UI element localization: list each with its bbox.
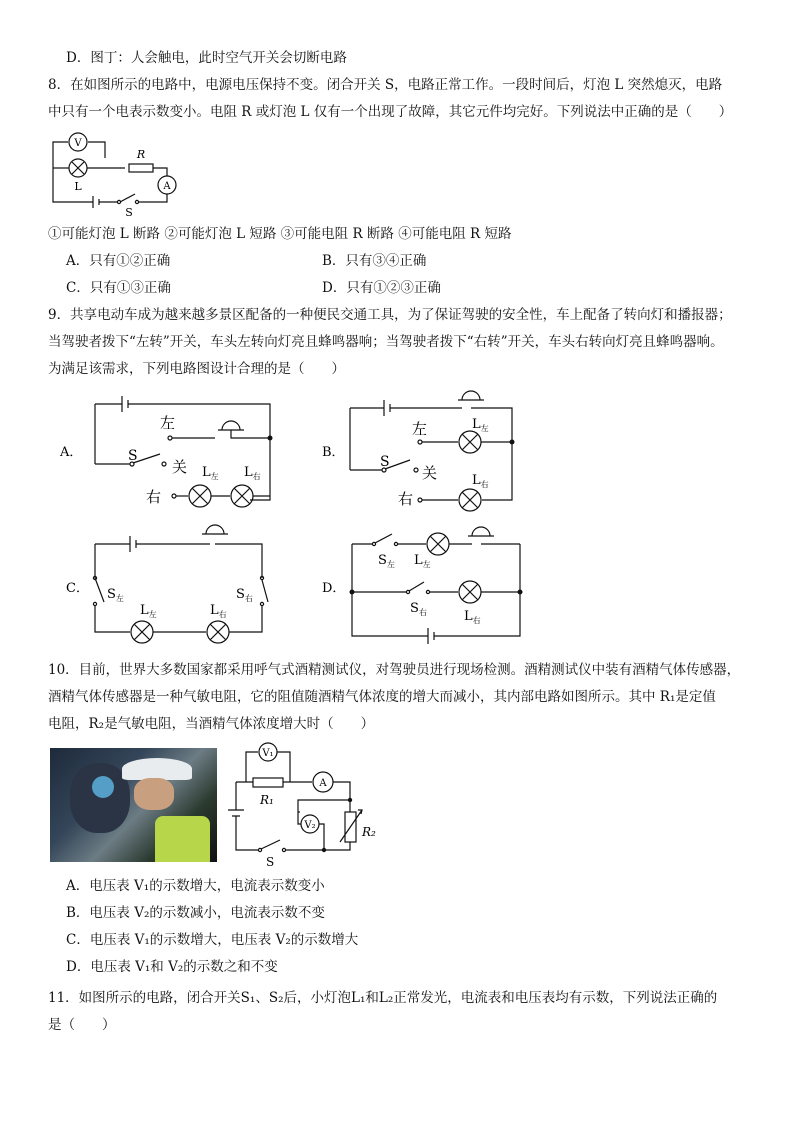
q10-r1-label: R₁ xyxy=(260,793,274,807)
q9-b-lamp-left-label: $L_左$ xyxy=(472,417,489,433)
q8-option-b: B．只有③④正确 xyxy=(322,253,427,269)
q10-option-a: A．电压表 V₁的示数增大，电流表示数变小 xyxy=(66,878,325,894)
q9-c-lamp-left-label: $L_左$ xyxy=(140,603,157,619)
q9-d-label: D． xyxy=(322,581,346,596)
q8-text-line1: 8．在如图所示的电路中，电源电压保持不变。闭合开关 S，电路正常工作。一段时间后，灯泡 L 突然熄灭，电路 xyxy=(48,77,723,93)
q11-text-line2: 是（ ） xyxy=(48,1017,116,1033)
q9-d-lamp-right-label: $L_右$ xyxy=(464,609,481,625)
q10-option-c: C．电压表 V₁的示数增大，电压表 V₂的示数增大 xyxy=(66,932,359,948)
q9-a-left-label: 左 xyxy=(160,414,176,432)
q9-c-s-left-label: $S_左$ xyxy=(107,587,124,603)
q8-switch-label: S xyxy=(125,206,133,219)
q9-c-lamp-right-label: $L_右$ xyxy=(210,603,227,619)
q9-a-right-label: 右 xyxy=(146,488,162,506)
q9-text-line1: 9．共享电动车成为越来越多景区配备的一种便民交通工具，为了保证驾驶的安全性，车上配备了转向灯和播报器； xyxy=(48,307,732,323)
q9-a-lamp-right-label: $L_右$ xyxy=(244,465,261,481)
q9-option-c-diagram xyxy=(60,522,280,647)
q10-r2-label: R₂ xyxy=(362,825,376,839)
q9-option-b-diagram xyxy=(322,390,522,515)
q10-text-line1: 10．目前，世界大多数国家都采用呼气式酒精测试仪，对驾驶员进行现场检测。酒精测试仪中装有酒精气体传感器， xyxy=(48,662,741,678)
q10-circuit-diagram xyxy=(228,740,388,870)
q8-statements: ①可能灯泡 L 断路 ②可能灯泡 L 短路 ③可能电阻 R 断路 ④可能电阻 R 短路 xyxy=(48,226,512,242)
q10-switch-label: S xyxy=(266,855,275,869)
q9-b-off-label: 关 xyxy=(422,464,438,482)
q11-text-line1: 11．如图所示的电路，闭合开关S₁、S₂后，小灯泡L₁和L₂正常发光，电流表和电压表均有示数，下列说法正确的 xyxy=(48,990,718,1006)
q9-text-line2: 当驾驶者拨下“左转”开关，车头左转向灯亮且蜂鸣器响；当驾驶者拨下“右转”开关，车头右转向灯亮且蜂鸣器响。 xyxy=(48,334,724,350)
q9-b-label: B． xyxy=(322,445,345,460)
q9-a-lamp-left-label: $L_左$ xyxy=(202,465,219,481)
q10-ammeter-label: A xyxy=(319,778,327,789)
q9-d-lamp-left-label: $L_左$ xyxy=(414,553,431,569)
q9-option-d-diagram xyxy=(322,522,532,647)
q10-text-line2: 酒精气体传感器是一种气敏电阻，它的阻值随酒精气体浓度的增大而减小，其内部电路如图所示。其中 R₁是定值 xyxy=(48,689,716,705)
q8-circuit-diagram xyxy=(45,130,195,220)
q8-ammeter-label: A xyxy=(163,181,171,192)
q10-option-d: D．电压表 V₁和 V₂的示数之和不变 xyxy=(66,959,278,975)
q8-lamp-label: L xyxy=(74,180,82,193)
q8-option-a: A．只有①②正确 xyxy=(66,253,171,269)
q9-c-label: C． xyxy=(66,581,89,596)
q8-text-line2: 中只有一个电表示数变小。电阻 R 或灯泡 L 仅有一个出现了故障，其它元件均完好。下列说法中正确的是（ ） xyxy=(48,104,733,120)
q8-resistor-label: R xyxy=(136,148,146,161)
q9-text-line3: 为满足该需求，下列电路图设计合理的是（ ） xyxy=(48,361,345,377)
q10-text-line3: 电阻，R₂是气敏电阻，当酒精气体浓度增大时（ ） xyxy=(48,716,375,732)
q9-option-a-diagram xyxy=(60,390,290,515)
q9-d-s-right-label: $S_右$ xyxy=(410,601,427,617)
q7-option-d: D．图丁：人会触电，此时空气开关会切断电路 xyxy=(66,50,347,66)
q10-v1-label: V₁ xyxy=(262,748,274,759)
q10-v2-label: V₂ xyxy=(304,820,316,831)
q9-a-label: A． xyxy=(60,445,83,460)
q8-option-c: C．只有①③正确 xyxy=(66,280,171,296)
q8-option-d: D．只有①②③正确 xyxy=(322,280,441,296)
q9-a-s-label: S xyxy=(128,448,138,464)
q10-option-b: B．电压表 V₂的示数减小，电流表示数不变 xyxy=(66,905,325,921)
q8-voltmeter-label: V xyxy=(74,138,82,149)
q9-b-lamp-right-label: $L_右$ xyxy=(472,473,489,489)
q9-d-s-left-label: $S_左$ xyxy=(378,553,395,569)
q9-b-right-label: 右 xyxy=(398,490,414,508)
q9-b-s-label: S xyxy=(380,454,390,470)
q9-a-off-label: 关 xyxy=(172,458,188,476)
q9-c-s-right-label: $S_右$ xyxy=(236,587,253,603)
breathalyzer-test-photo xyxy=(50,748,217,862)
q9-b-left-label: 左 xyxy=(412,420,428,438)
